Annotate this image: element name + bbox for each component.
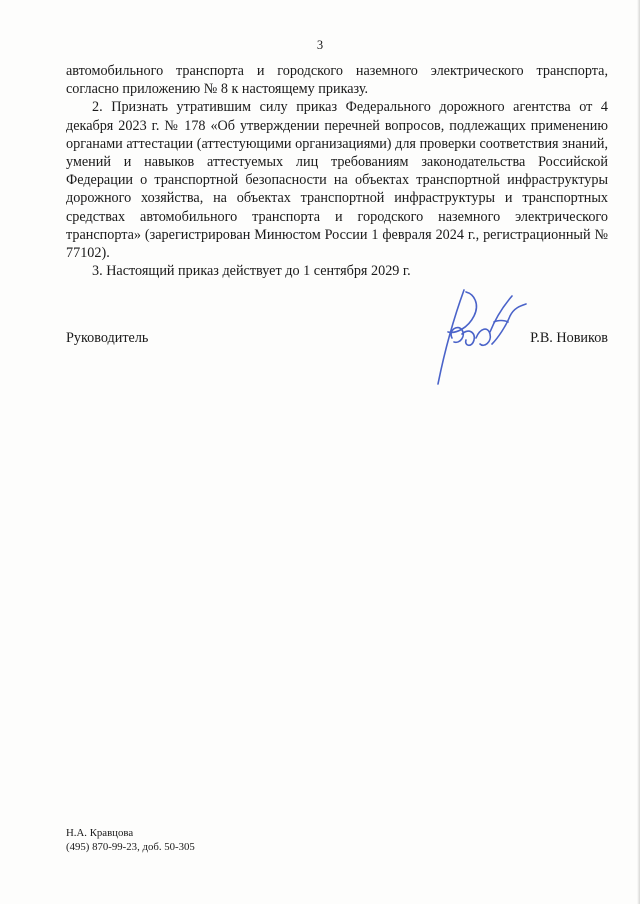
executor-block	[66, 826, 195, 854]
paragraph-continuation: автомобильного транспорта и городского наземного электрического транспорта, согласно приложению № 8 к настоящему приказу.	[66, 63, 608, 98]
executor-name: Н.А. Кравцова	[66, 827, 134, 839]
paragraph-item-3: 3. Настоящий приказ действует до 1 сентября 2029 г.	[92, 263, 411, 280]
executor-phone: (495) 870-99-23, доб. 50-305	[66, 841, 195, 853]
handwritten-signature-icon	[428, 282, 538, 392]
signatory-title: Руководитель	[66, 330, 149, 346]
page-number: 3	[316, 38, 324, 52]
signatory-name: Р.В. Новиков	[530, 330, 608, 346]
paragraph-item-2: 2. Признать утратившим силу приказ Федерального дорожного агентства от 4 декабря 2023 г. № 178 «Об утверждении перечней вопросов, подлежащих применению органами аттестации (аттестующими организациями) для проверки соответствия знаний, умений и навыков аттестуемых лиц требованиям законодательства Российской Федерации о транспортной безопасности на объектах транспортной инфраструктуры дорожного хозяйства, на объектах транспортной инфраструктуры и транспортных средствах автомобильного транспорта и городского наземного электрического транспорта» (зарегистрирован Минюстом России 1 февраля 2024 г., регистрационный № 77102).	[66, 99, 608, 262]
document-body	[66, 62, 608, 280]
